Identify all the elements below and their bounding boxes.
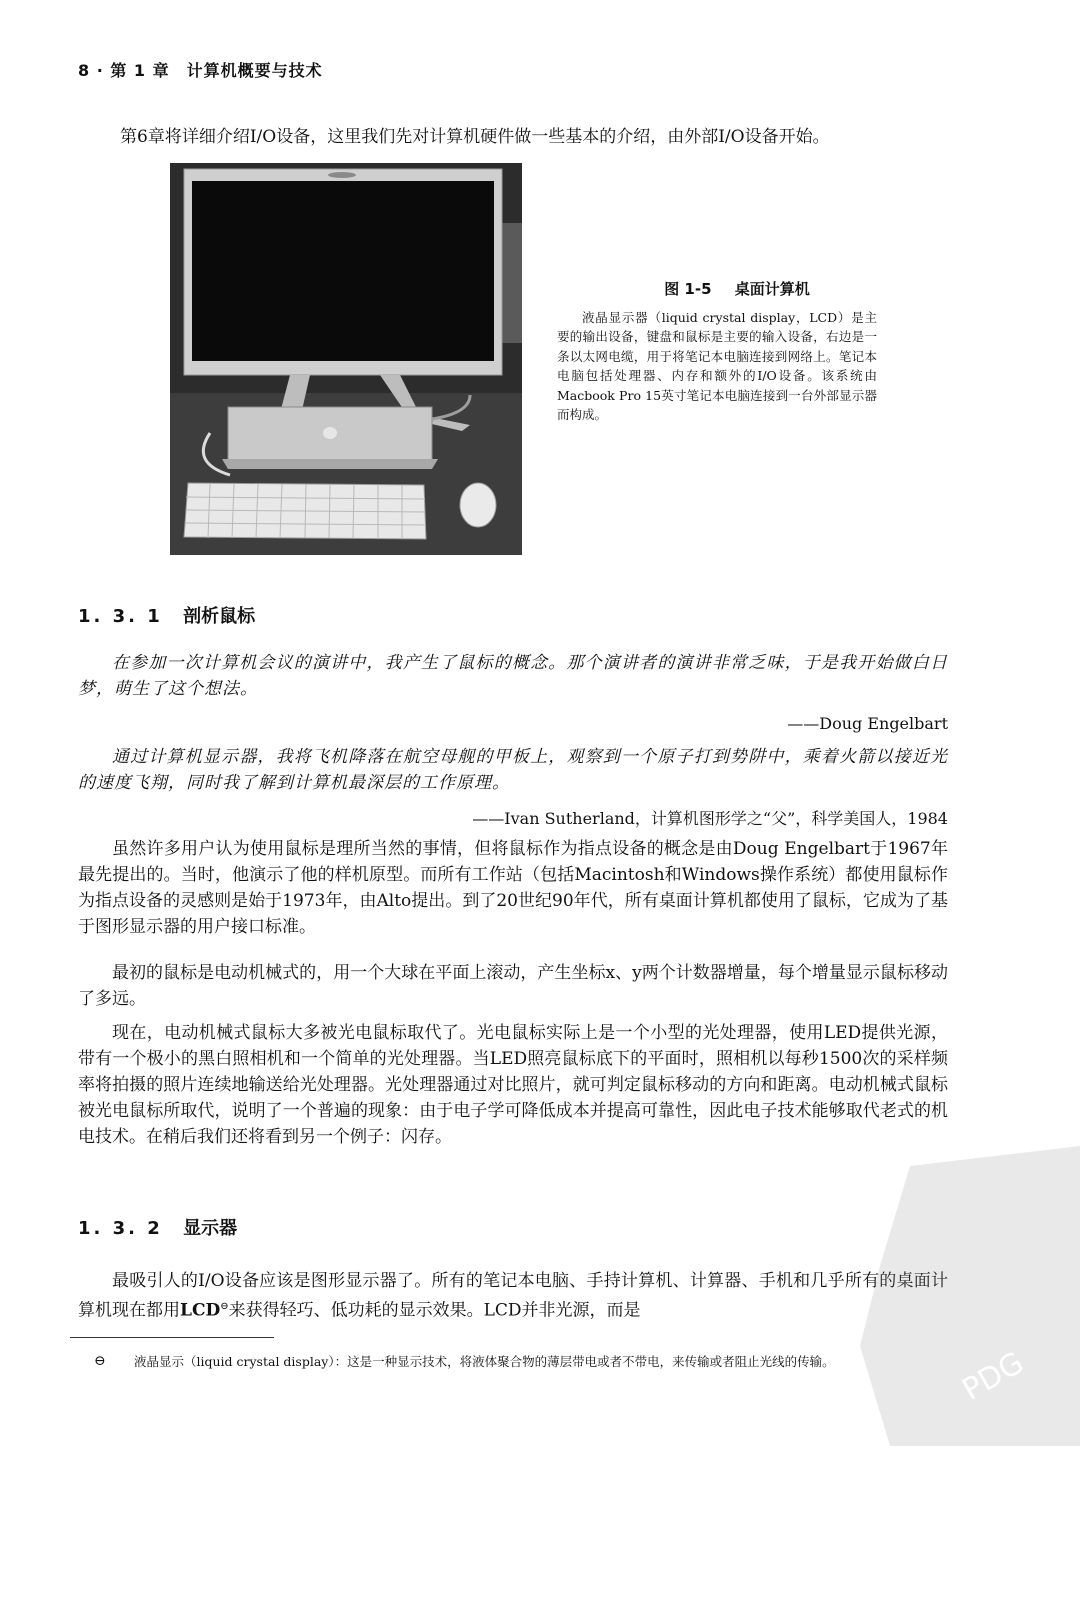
section-title: 剖析鼠标 xyxy=(183,606,256,627)
body-paragraph-mechanical-mouse: 最初的鼠标是电动机械式的，用一个大球在平面上滚动，产生坐标x、y两个计数器增量，每个增量显示鼠标移动了多远。 xyxy=(78,963,948,1009)
watermark-graphic xyxy=(850,1146,1080,1446)
watermark-stamp xyxy=(850,1146,1080,1446)
quote-sutherland: 通过计算机显示器，我将飞机降落在航空母舰的甲板上，观察到一个原子打到势阱中，乘着火箭以接近光的速度飞翔，同时我了解到计算机最深层的工作原理。 xyxy=(78,747,948,793)
intro-paragraph: 第6章将详细介绍I/O设备，这里我们先对计算机硬件做一些基本的介绍，由外部I/O设备开始。 xyxy=(120,127,830,147)
desktop-computer-photo xyxy=(170,163,522,555)
quote-attribution-sutherland: ——Ivan Sutherland，计算机图形学之“父”，科学美国人，1984 xyxy=(472,809,948,828)
figure-number: 图 1-5 xyxy=(664,280,712,298)
photo-illustration xyxy=(170,163,522,555)
figure-caption-text: 液晶显示器（liquid crystal display，LCD）是主要的输出设备，键盘和鼠标是主要的输入设备，右边是一条以太网电缆，用于将笔记本电脑连接到网络上。笔记本电脑包括处理器、内存和额外的I/O设备。该系统由Macbook Pro 15英寸笔记本电脑连接到一台外部显示器而构成。 xyxy=(557,309,877,422)
watermark-text: PDG xyxy=(956,1345,1030,1408)
section-heading-1-3-1 xyxy=(78,602,255,628)
footnote xyxy=(94,1352,944,1371)
section-number: 1. 3. 2 xyxy=(78,1218,163,1239)
section-number: 1. 3. 1 xyxy=(78,606,163,627)
body-paragraph-display xyxy=(78,1268,948,1324)
section-title: 显示器 xyxy=(183,1218,238,1239)
body-paragraph-optical-mouse: 现在，电动机械式鼠标大多被光电鼠标取代了。光电鼠标实际上是一个小型的光处理器，使用LED提供光源，带有一个极小的黑白照相机和一个简单的光处理器。当LED照亮鼠标底下的平面时，照相机以每秒1500次的采样频率将拍摄的照片连续地输送给光处理器。光处理器通过对比照片，就可判定鼠标移动的方向和距离。电动机械式鼠标被光电鼠标所取代，说明了一个普遍的现象：由于电子学可降低成本并提高可靠性，因此电子技术能够取代老式的机电技术。在稍后我们还将看到另一个例子：闪存。 xyxy=(78,1023,948,1147)
lcd-term: LCD xyxy=(180,1300,221,1321)
running-header: 8 · 第 1 章 计算机概要与技术 xyxy=(78,61,323,80)
figure-title xyxy=(597,280,877,300)
body-paragraph-mouse-history: 虽然许多用户认为使用鼠标是理所当然的事情，但将鼠标作为指点设备的概念是由Doug Engelbart于1967年最先提出的。当时，他演示了他的样机原型。而所有工作站（包括Macintosh和Windows操作系统）都使用鼠标作为指点设备的灵感则是始于1973年，由Alto提出。到了20世纪90年代，所有桌面计算机都使用了鼠标，它成为了基于图形显示器的用户接口标准。 xyxy=(78,839,948,937)
footnote-text: 液晶显示（liquid crystal display）：这是一种显示技术，将液体聚合物的薄层带电或者不带电，来传输或者阻止光线的传输。 xyxy=(134,1354,835,1369)
footnote-marker: ⊖ xyxy=(94,1353,106,1369)
figure-caption xyxy=(557,280,877,425)
display-text-end: 来获得轻巧、低功耗的显示效果。LCD并非光源，而是 xyxy=(228,1300,641,1321)
quote-engelbart: 在参加一次计算机会议的演讲中，我产生了鼠标的概念。那个演讲者的演讲非常乏味，于是我开始做白日梦，萌生了这个想法。 xyxy=(78,653,948,699)
footnote-divider xyxy=(70,1337,274,1338)
display-text-start: 最吸引人的I/O设备应该是图形显示器了。所有的笔记本电脑、手持计算机、计算器、手机和几乎所有的桌面计算机现在都用 xyxy=(78,1271,948,1321)
section-heading-1-3-2 xyxy=(78,1214,237,1240)
figure-title-text: 桌面计算机 xyxy=(734,280,810,298)
quote-attribution-engelbart: ——Doug Engelbart xyxy=(787,714,948,733)
footnote-ref[interactable]: ⊖ xyxy=(220,1301,229,1312)
